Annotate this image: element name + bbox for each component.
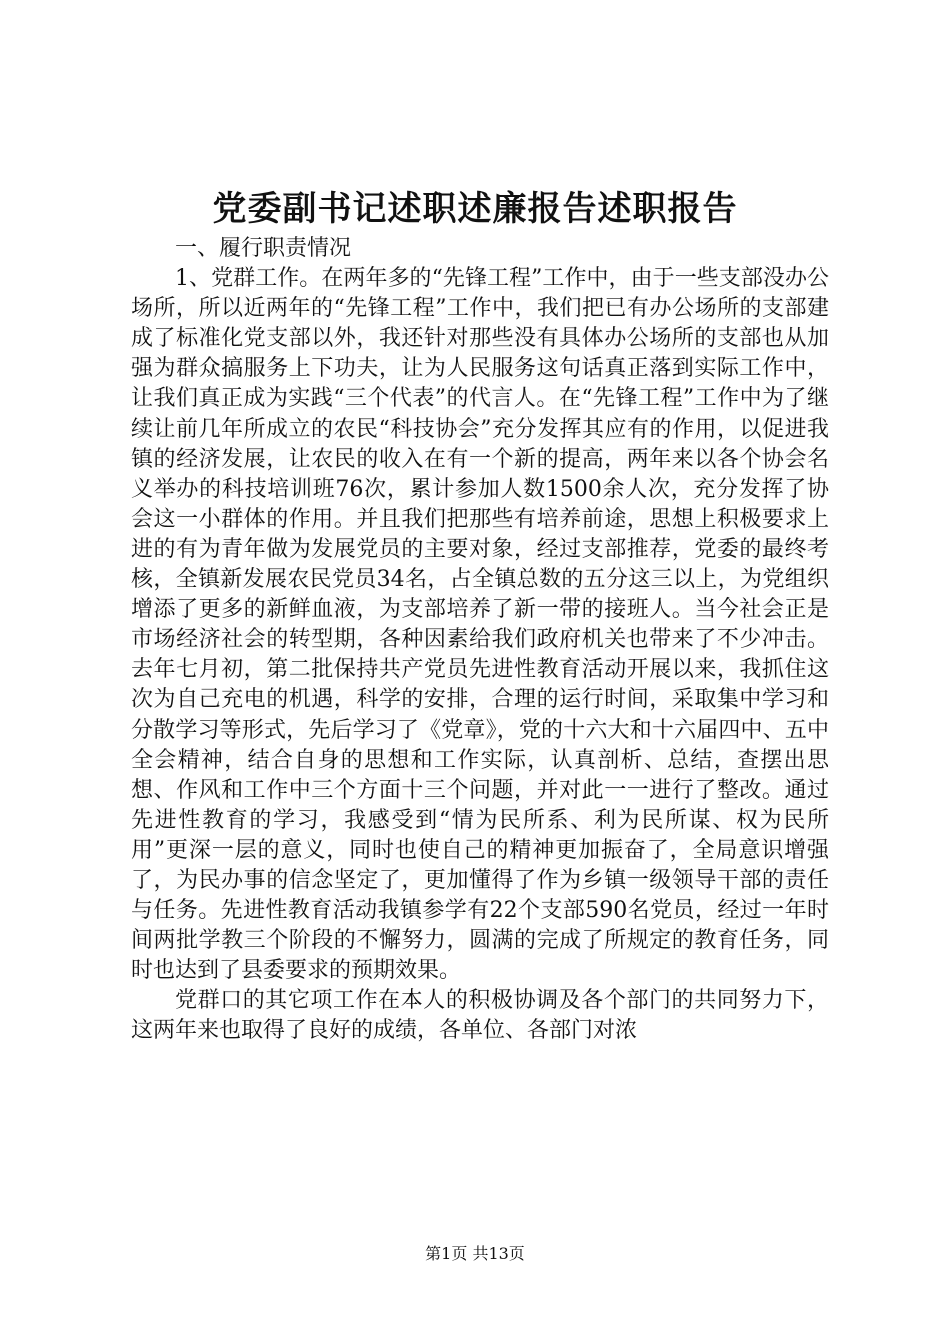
document-title: 党委副书记述职述廉报告述职报告	[212, 189, 738, 229]
document-body	[131, 234, 829, 1047]
paragraph: 1、党群工作。在两年多的“先锋工程”工作中，由于一些支部没办公场所，所以近两年的“先锋工程”工作中，我们把已有办公场所的支部建成了标准化党支部以外，我还针对那些没有具体办公场所的支部也从加强为群众搞服务上下功夫，让为人民服务这句话真正落到实际工作中，让我们真正成为实践“三个代表”的代言人。在“先锋工程”工作中为了继续让前几年所成立的农民“科技协会”充分发挥其应有的作用，以促进我镇的经济发展，让农民的收入在有一个新的提高，两年来以各个协会名义举办的科技培训班76次，累计参加人数1500余人次，充分发挥了协会这一小群体的作用。并且我们把那些有培养前途，思想上积极要求上进的有为青年做为发展党员的主要对象，经过支部推荐，党委的最终考核，全镇新发展农民党员34名，占全镇总数的五分这三以上，为党组织增添了更多的新鲜血液，为支部培养了新一带的接班人。当今社会正是市场经济社会的转型期，各种因素给我们政府机关也带来了不少冲击。去年七月初，第二批保持共产党员先进性教育活动开展以来，我抓住这次为自己充电的机遇，科学的安排，合理的运行时间，采取集中学习和分散学习等形式，先后学习了《党章》，党的十六大和十六届四中、五中全会精神，结合自身的思想和工作实际，认真剖析、总结，查摆出思想、作风和工作中三个方面十三个问题，并对此一一进行了整改。通过先进性教育的学习，我感受到“情为民所系、利为民所谋、权为民所用”更深一层的意义，同时也使自己的精神更加振奋了，全局意识增强了，为民办事的信念坚定了，更加懂得了作为乡镇一级领导干部的责任与任务。先进性教育活动我镇参学有22个支部590名党员，经过一年时间两批学教三个阶段的不懈努力，圆满的完成了所规定的教育任务，同时也达到了县委要求的预期效果。	[131, 266, 829, 984]
paragraph: 党群口的其它项工作在本人的积极协调及各个部门的共同努力下，这两年来也取得了良好的成绩，各单位、各部门对浓	[131, 988, 829, 1044]
section-heading: 一、履行职责情况	[175, 236, 352, 261]
page-footer: 第1页 共13页	[425, 1244, 525, 1263]
